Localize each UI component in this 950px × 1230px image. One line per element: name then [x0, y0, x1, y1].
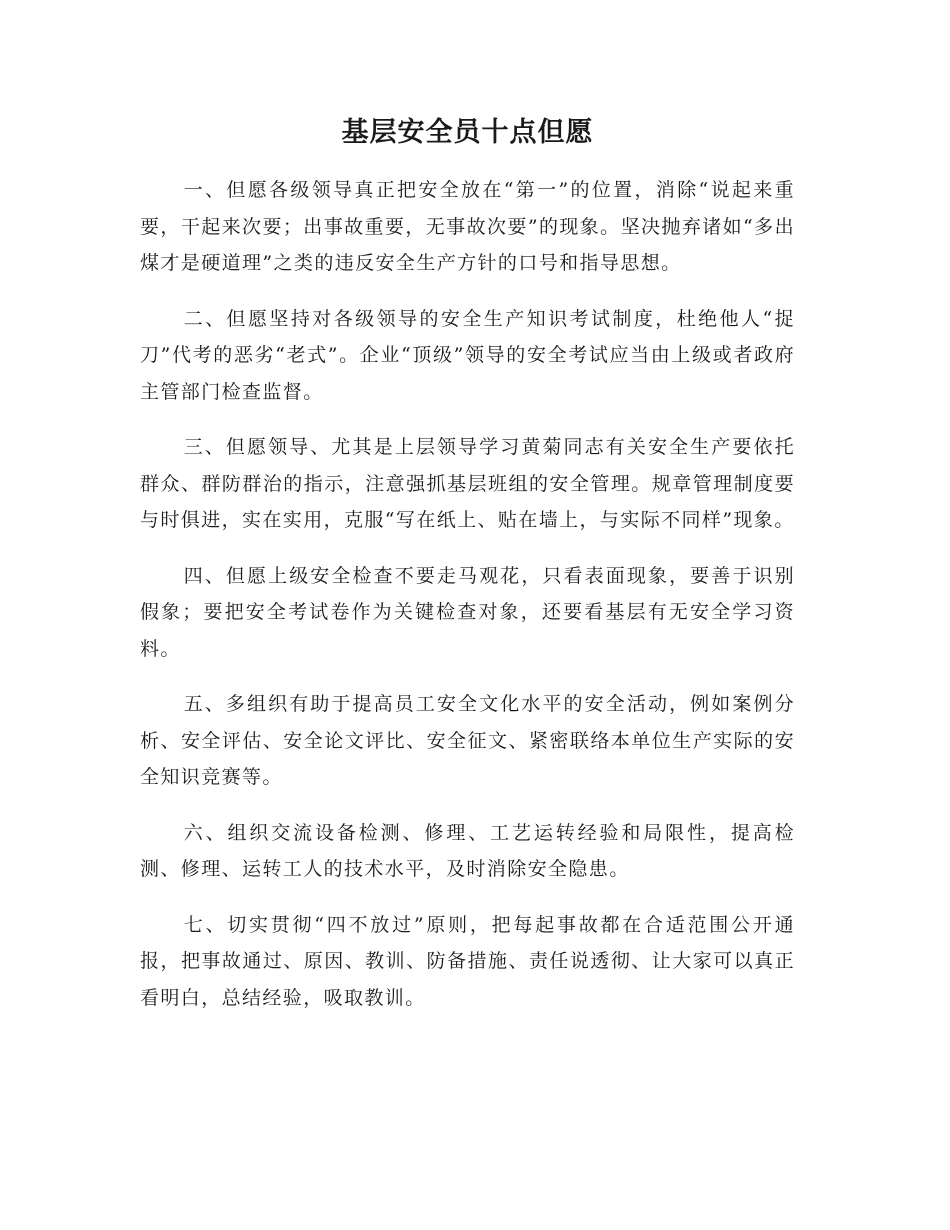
paragraph-7: 七、切实贯彻“四不放过”原则，把每起事故都在合适范围公开通报，把事故通过、原因、教训、防备措施、责任说透彻、让大家可以真正看明白，总结经验，吸取教训。 [140, 913, 795, 1009]
paragraph-1: 一、但愿各级领导真正把安全放在“第一”的位置，消除“说起来重要，干起来次要；出事故重要，无事故次要”的现象。坚决抛弃诸如“多出煤才是硬道理”之类的违反安全生产方针的口号和指导思想。 [140, 179, 795, 274]
document-title: 基层安全员十点但愿 [341, 117, 594, 148]
paragraph-2: 二、但愿坚持对各级领导的安全生产知识考试制度，杜绝他人“捉刀”代考的恶劣“老式”。企业“顶级”领导的安全考试应当由上级或者政府主管部门检查监督。 [140, 307, 795, 403]
document-page [140, 108, 795, 1035]
paragraph-6: 六、组织交流设备检测、修理、工艺运转经验和局限性，提高检测、修理、运转工人的技术水平，及时消除安全隐患。 [140, 821, 795, 880]
paragraph-3: 三、但愿领导、尤其是上层领导学习黄菊同志有关安全生产要依托群众、群防群治的指示，注意强抓基层班组的安全管理。规章管理制度要与时俱进，实在实用，克服“写在纸上、贴在墙上，与实际不同样”现象。 [140, 436, 795, 531]
paragraph-4: 四、但愿上级安全检查不要走马观花，只看表面现象，要善于识别假象；要把安全考试卷作为关键检查对象，还要看基层有无安全学习资料。 [140, 564, 795, 660]
paragraph-5: 五、多组织有助于提高员工安全文化水平的安全活动，例如案例分析、安全评估、安全论文评比、安全征文、紧密联络本单位生产实际的安全知识竞赛等。 [140, 693, 795, 788]
